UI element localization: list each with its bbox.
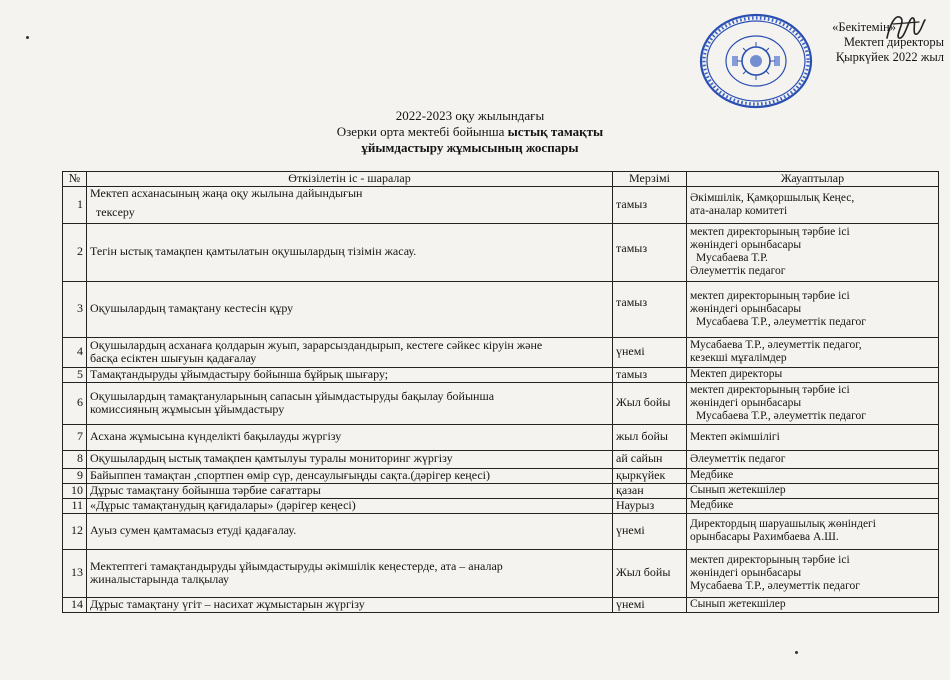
row-event-line: Оқушылардың асханаға қолдарын жуып, зарарсыздандырып, кестеге сәйкес кіруін және: [90, 337, 543, 352]
row-responsible: Сынып жетекшілер: [687, 597, 939, 612]
row-number: 2: [63, 223, 87, 281]
row-event: Оқушылардың тамақтану кестесін құру: [87, 281, 613, 337]
row-date: тамыз: [613, 367, 687, 382]
row-event: [87, 187, 613, 224]
table-row: [63, 468, 939, 483]
row-responsible-line: жөніндегі орынбасары: [690, 239, 802, 251]
table-row: [63, 382, 939, 424]
document-title: [250, 108, 690, 156]
row-responsible-line: мектеп директорының тәрбие ісі: [690, 383, 850, 396]
row-responsible: [687, 513, 939, 549]
header-number: №: [63, 172, 87, 187]
table-row: [63, 223, 939, 281]
row-date: қыркүйек: [613, 468, 687, 483]
scan-speck: [26, 36, 29, 39]
row-responsible-line: Директордың шаруашылық жөніндегі: [690, 518, 876, 530]
table-row: [63, 498, 939, 513]
table-row: [63, 549, 939, 597]
row-event: Ауыз сумен қамтамасыз етуді қадағалау.: [87, 513, 613, 549]
table-row: [63, 597, 939, 612]
table-row: [63, 187, 939, 224]
row-date: Жыл бойы: [613, 382, 687, 424]
row-event: Дұрыс тамақтану үгіт – насихат жұмыстарын жүргізу: [87, 597, 613, 612]
row-event: Тегін ыстық тамақпен қамтылатын оқушылардың тізімін жасау.: [87, 223, 613, 281]
row-responsible-line: Мусабаева Т.Р., әлеуметтік педагог: [690, 579, 860, 592]
scan-speck: [795, 651, 798, 654]
row-date: Жыл бойы: [613, 549, 687, 597]
row-number: 3: [63, 281, 87, 337]
row-date: Наурыз: [613, 498, 687, 513]
row-event-line: Мектептегі тамақтандыруды ұйымдастыруды әкімшілік кеңестерде, ата – аналар: [90, 558, 503, 573]
row-number: 14: [63, 597, 87, 612]
row-number: 7: [63, 424, 87, 450]
row-event: [87, 382, 613, 424]
row-responsible: [687, 223, 939, 281]
row-event-line: комиссияның жұмысын ұйымдастыру: [90, 402, 285, 416]
row-date: тамыз: [613, 281, 687, 337]
row-responsible: Медбике: [687, 498, 939, 513]
approval-date: Қыркүйек 2022 жыл: [835, 50, 944, 64]
table-row: [63, 450, 939, 468]
row-date: үнемі: [613, 597, 687, 612]
row-event: [87, 549, 613, 597]
approval-block: [758, 20, 944, 65]
row-number: 5: [63, 367, 87, 382]
row-responsible: Мектеп әкімшілігі: [687, 424, 939, 450]
row-responsible-line: жөніндегі орынбасары: [690, 566, 802, 579]
row-responsible-line: Мусабаева Т.Р., әлеуметтік педагог: [696, 315, 866, 328]
row-number: 4: [63, 337, 87, 367]
row-responsible: Мектеп директоры: [687, 367, 939, 382]
row-event: Дұрыс тамақтану бойынша тәрбие сағаттары: [87, 483, 613, 498]
row-responsible-line: мектеп директорының тәрбие ісі: [690, 226, 850, 238]
row-event: «Дұрыс тамақтанудың қағидалары» (дәрігер кеңесі): [87, 498, 613, 513]
row-event-line: тексеру: [96, 204, 135, 219]
row-responsible: Медбике: [687, 468, 939, 483]
row-responsible: [687, 337, 939, 367]
table-row: [63, 424, 939, 450]
row-date: тамыз: [613, 187, 687, 224]
row-event: Тамақтандыруды ұйымдастыру бойынша бұйрық шығару;: [87, 367, 613, 382]
row-responsible-line: Мусабаева Т.Р.: [696, 252, 768, 264]
row-event: Байыппен тамақтан ,спортпен өмір сүр, денсаулығыңды сақта.(дәрігер кеңесі): [87, 468, 613, 483]
row-responsible-line: мектеп директорының тәрбие ісі: [690, 289, 850, 302]
row-number: 8: [63, 450, 87, 468]
row-responsible: [687, 187, 939, 224]
table-row: [63, 281, 939, 337]
title-year: 2022-2023 оқу жылындағы: [395, 108, 545, 123]
row-date: үнемі: [613, 337, 687, 367]
approval-label: «Бекітемін»: [832, 20, 896, 34]
row-responsible-line: мектеп директорының тәрбие ісі: [690, 553, 850, 566]
table-row: [63, 337, 939, 367]
row-number: 9: [63, 468, 87, 483]
table-row: [63, 513, 939, 549]
row-responsible-line: орынбасары Рахимбаева А.Ш.: [690, 531, 839, 543]
row-responsible-line: кезекші мұғалімдер: [690, 352, 787, 364]
table-row: [63, 367, 939, 382]
row-responsible-line: жөніндегі орынбасары: [690, 302, 802, 315]
table-row: [63, 483, 939, 498]
row-responsible-line: Мусабаева Т.Р., әлеуметтік педагог: [696, 409, 866, 422]
plan-rows: [63, 187, 939, 613]
row-event: [87, 337, 613, 367]
row-responsible-line: жөніндегі орынбасары: [690, 396, 802, 409]
row-number: 1: [63, 187, 87, 224]
row-number: 13: [63, 549, 87, 597]
row-responsible: Сынып жетекшілер: [687, 483, 939, 498]
row-responsible-line: Әлеуметтік педагог: [690, 265, 786, 277]
title-plan: ұйымдастыру жұмысының жоспары: [361, 140, 579, 155]
row-number: 10: [63, 483, 87, 498]
row-responsible-line: Мусабаева Т.Р., әлеуметтік педагог,: [690, 339, 862, 351]
row-date: тамыз: [613, 223, 687, 281]
row-date: ай сайын: [613, 450, 687, 468]
row-event: Асхана жұмысына күнделікті бақылауды жүргізу: [87, 424, 613, 450]
row-event-line: басқа есіктен шығуын қадағалау: [90, 351, 257, 365]
row-event-line: Мектеп асханасының жаңа оқу жылына дайындығын: [90, 186, 363, 200]
approval-position: Мектеп директоры: [843, 35, 944, 49]
row-date: үнемі: [613, 513, 687, 549]
title-school: [250, 124, 690, 140]
row-event-line: жиналыстарында талқылау: [90, 572, 229, 586]
title-school-bold: ыстық тамақты: [507, 124, 604, 139]
row-number: 12: [63, 513, 87, 549]
row-responsible-line: ата-аналар комитеті: [690, 204, 788, 217]
table-header-row: [63, 172, 939, 187]
header-date: Мерзімі: [613, 172, 687, 187]
row-date: жыл бойы: [613, 424, 687, 450]
row-date: қазан: [613, 483, 687, 498]
row-responsible: [687, 549, 939, 597]
title-school-text: Озерки орта мектебі бойынша: [336, 124, 508, 139]
header-event: Өткізілетін іс - шаралар: [87, 172, 613, 187]
row-responsible: [687, 281, 939, 337]
row-responsible: Әлеуметтік педагог: [687, 450, 939, 468]
row-event-line: Оқушылардың тамақтануларының сапасын ұйымдастыруды бақылау бойынша: [90, 388, 495, 403]
plan-table: [62, 171, 939, 613]
row-number: 6: [63, 382, 87, 424]
row-responsible: [687, 382, 939, 424]
header-responsible: Жауаптылар: [687, 172, 939, 187]
row-number: 11: [63, 498, 87, 513]
row-responsible-line: Әкімшілік, Қамқоршылық Кеңес,: [690, 191, 855, 204]
row-event: Оқушылардың ыстық тамақпен қамтылуы туралы мониторинг жүргізу: [87, 450, 613, 468]
